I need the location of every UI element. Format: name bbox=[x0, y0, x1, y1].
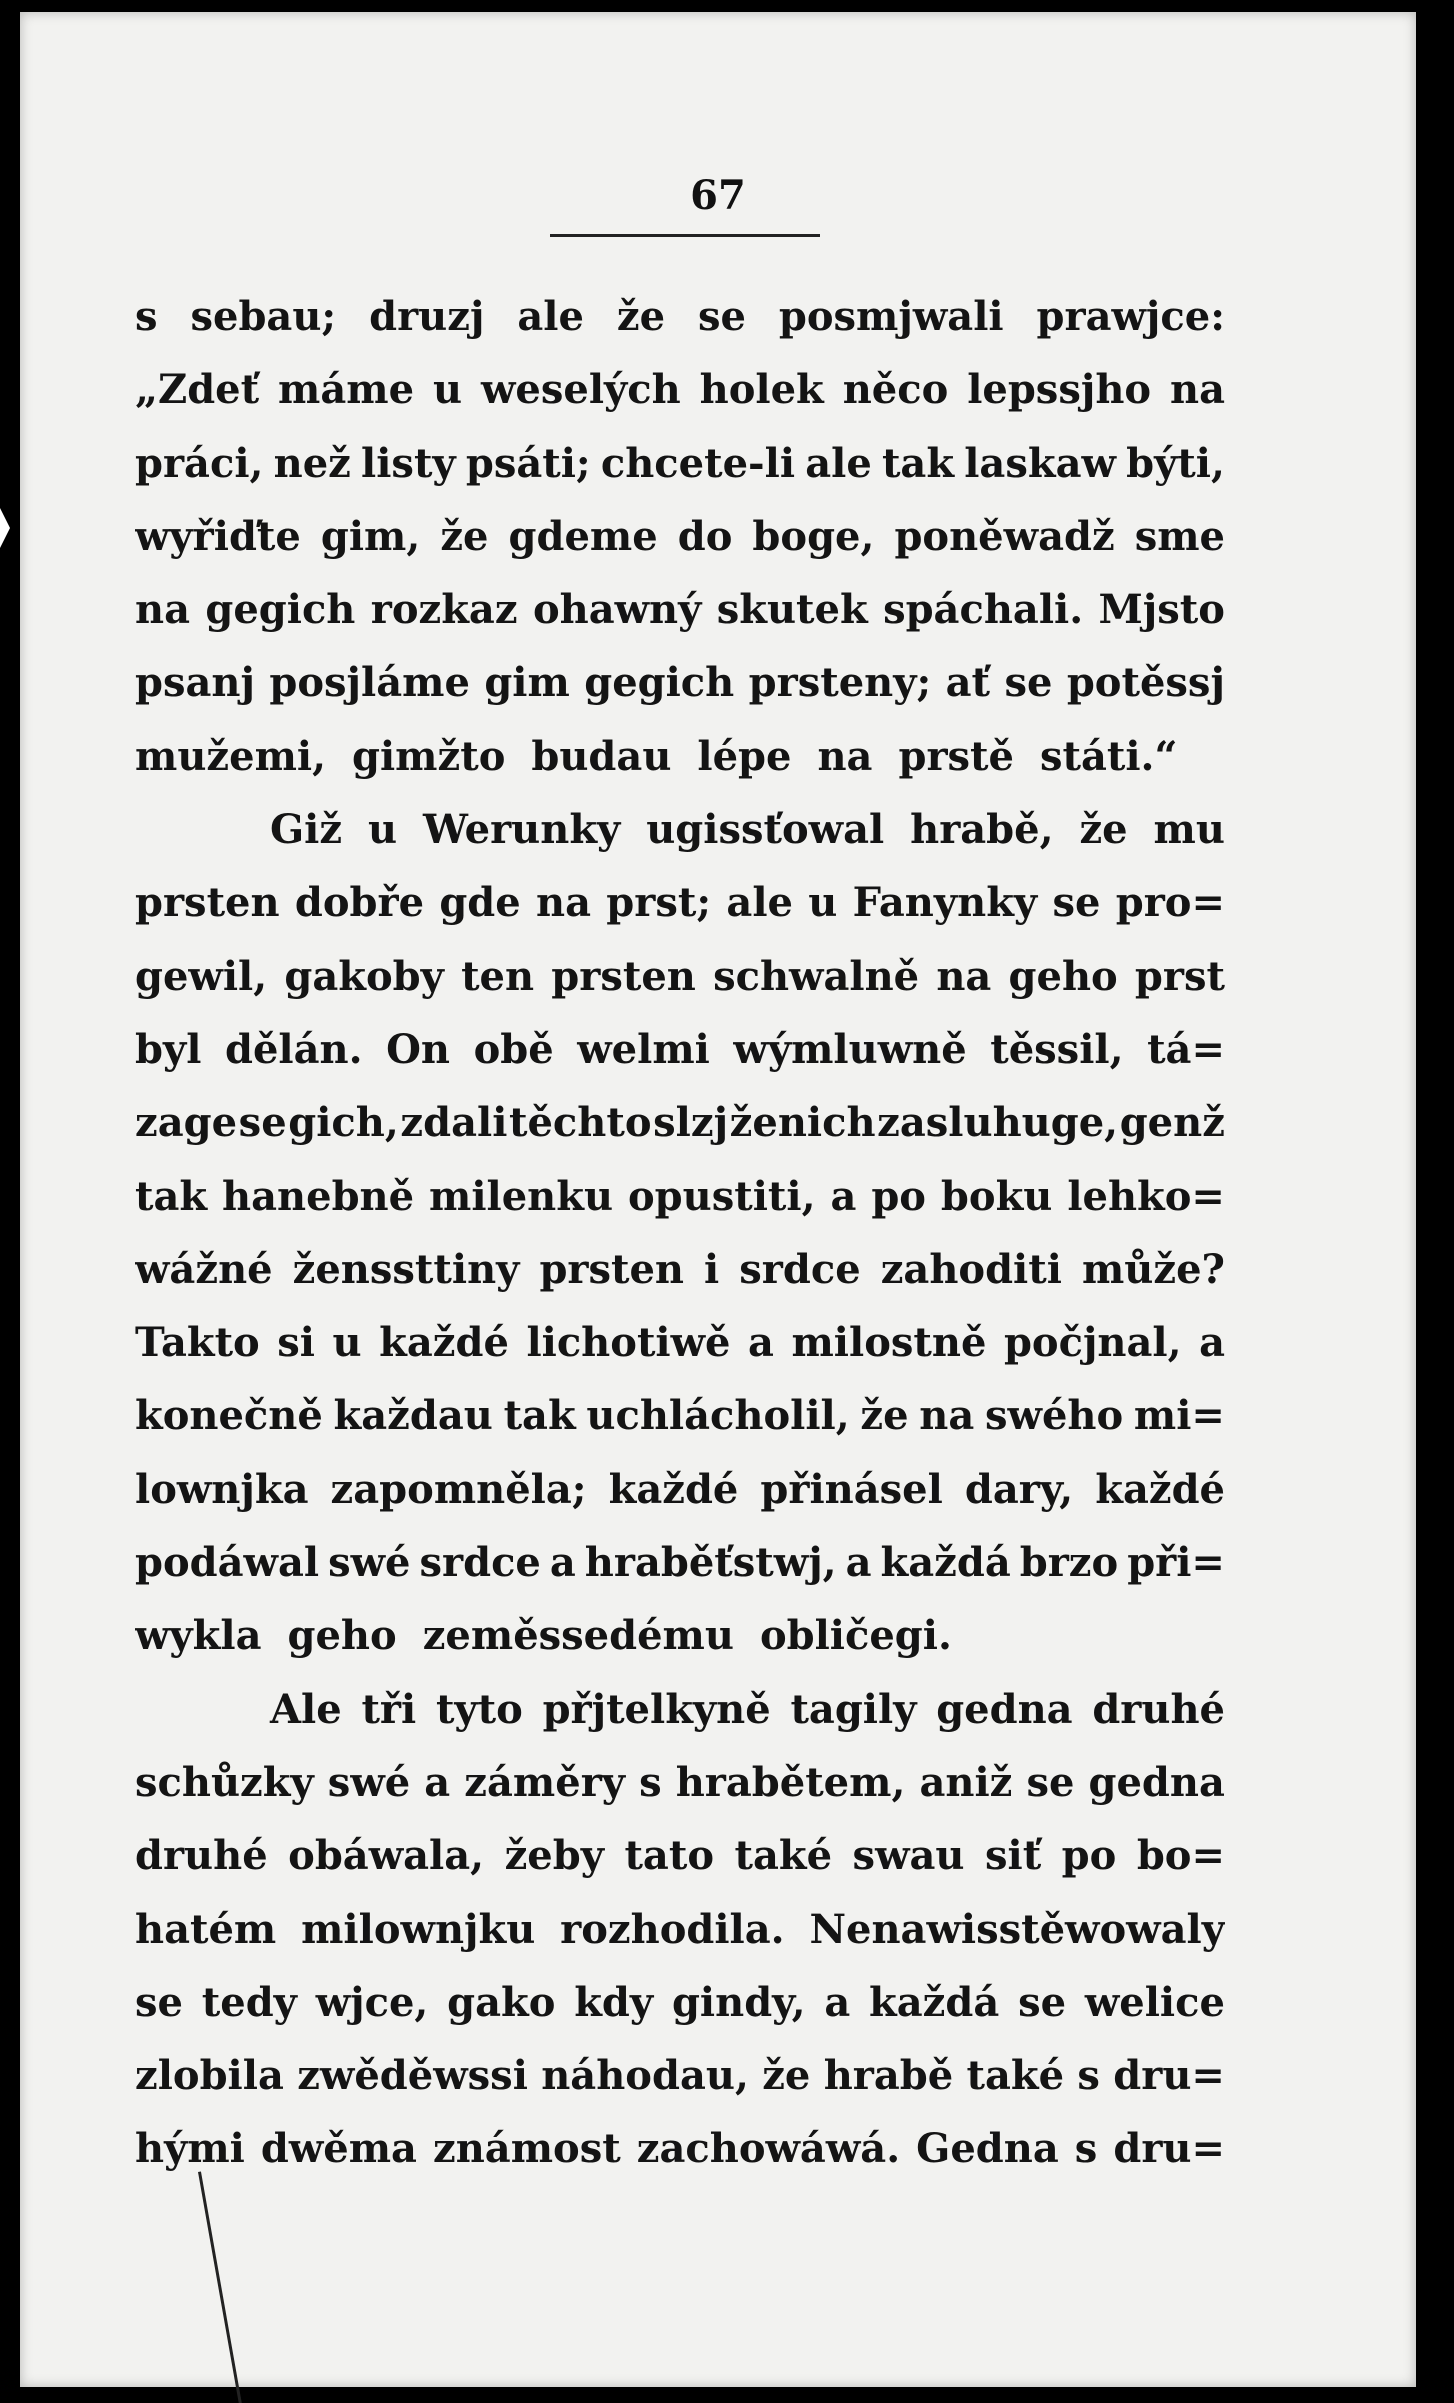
word: na bbox=[817, 732, 873, 780]
word: „Zdeť bbox=[135, 366, 260, 414]
word: opustiti, bbox=[628, 1172, 816, 1220]
word: bo= bbox=[1136, 1832, 1225, 1880]
word: skutek bbox=[716, 586, 868, 634]
word: chcete-li bbox=[600, 439, 796, 487]
word: s bbox=[135, 293, 158, 340]
word: a bbox=[748, 1319, 774, 1367]
word: ať bbox=[945, 659, 991, 707]
word: po bbox=[871, 1172, 926, 1220]
word: listy bbox=[361, 439, 456, 487]
text-line bbox=[135, 866, 1225, 939]
word: že bbox=[616, 293, 666, 340]
word: welmi bbox=[577, 1025, 710, 1073]
word: gdeme bbox=[508, 512, 658, 560]
word: žeby bbox=[504, 1832, 604, 1880]
header-rule bbox=[550, 234, 820, 237]
word: přinásel bbox=[760, 1465, 943, 1513]
word: zachowáwá. bbox=[636, 2125, 901, 2173]
text-line bbox=[135, 427, 1225, 500]
word: druzj bbox=[369, 293, 485, 340]
word: těssil, bbox=[990, 1025, 1124, 1073]
word: srdce bbox=[419, 1539, 541, 1587]
word: lichotiwě bbox=[526, 1319, 731, 1367]
word: prst; bbox=[606, 879, 712, 927]
margin-mark bbox=[0, 508, 10, 548]
text-line bbox=[135, 1893, 1225, 1966]
text-line bbox=[135, 1966, 1225, 2039]
word: tagily bbox=[790, 1685, 917, 1733]
word: u bbox=[432, 366, 463, 414]
word: se bbox=[1026, 1758, 1075, 1806]
word: Gedna bbox=[916, 2125, 1059, 2173]
text-line bbox=[135, 1306, 1225, 1379]
word: každé bbox=[379, 1319, 509, 1367]
word: hatém bbox=[135, 1905, 277, 1953]
word: Nenawisstěwowaly bbox=[809, 1905, 1225, 1953]
word: se bbox=[135, 1978, 183, 2026]
word: swau bbox=[852, 1832, 965, 1880]
word: lépe bbox=[697, 732, 792, 780]
word: wykla bbox=[135, 1612, 262, 1660]
word: hraběťstwj, bbox=[584, 1539, 837, 1587]
word: tři bbox=[361, 1685, 417, 1733]
text-line bbox=[135, 1673, 1225, 1746]
word: zage bbox=[135, 1099, 238, 1147]
word: wýmluwně bbox=[733, 1025, 967, 1073]
word: a bbox=[1199, 1319, 1225, 1367]
book-page bbox=[20, 12, 1416, 2387]
word: mužemi, bbox=[135, 732, 327, 780]
word: genž bbox=[1119, 1099, 1225, 1147]
word: každá bbox=[880, 1539, 1011, 1587]
word: a bbox=[824, 1978, 851, 2026]
word: po bbox=[1061, 1832, 1117, 1880]
word: dary, bbox=[964, 1465, 1074, 1513]
word: wjce, bbox=[315, 1978, 429, 2026]
word: tá= bbox=[1147, 1025, 1225, 1073]
word: milostně bbox=[791, 1319, 987, 1367]
word: zwěděwssi bbox=[297, 2052, 528, 2100]
word: ženssttiny bbox=[292, 1245, 520, 1293]
text-line bbox=[135, 1086, 1225, 1159]
word: zasluhuge, bbox=[877, 1099, 1119, 1147]
word: gegich bbox=[205, 586, 356, 634]
word: zlobila bbox=[135, 2052, 284, 2100]
word: ugissťowal bbox=[646, 806, 885, 854]
word: na bbox=[919, 1392, 975, 1440]
word: že bbox=[762, 2052, 811, 2100]
word: mi= bbox=[1133, 1392, 1225, 1440]
word: boku bbox=[940, 1172, 1053, 1220]
word: gim bbox=[484, 659, 570, 707]
word: že bbox=[1079, 806, 1128, 854]
word: dru= bbox=[1113, 2052, 1225, 2100]
word: gako bbox=[447, 1978, 556, 2026]
word: milownjku bbox=[301, 1905, 536, 1953]
word: milenku bbox=[429, 1172, 614, 1220]
word: dwěma bbox=[260, 2125, 417, 2173]
word: On bbox=[386, 1025, 451, 1073]
word: srdce bbox=[739, 1245, 861, 1293]
word: dru= bbox=[1113, 2125, 1225, 2173]
word: psáti; bbox=[465, 439, 591, 487]
word: hrabě, bbox=[910, 806, 1054, 854]
word: gich, bbox=[288, 1099, 399, 1147]
word: prst bbox=[1134, 952, 1225, 1000]
text-line bbox=[135, 353, 1225, 426]
word: Werunky bbox=[422, 806, 621, 854]
word: gindy, bbox=[671, 1978, 806, 2026]
word: byl bbox=[135, 1025, 202, 1073]
word: slzj bbox=[653, 1099, 729, 1147]
word: gim, bbox=[320, 512, 421, 560]
stray-ink-stroke bbox=[198, 2171, 242, 2403]
word: lownjka bbox=[135, 1465, 309, 1513]
word: se bbox=[238, 1099, 287, 1147]
word: obě bbox=[473, 1025, 554, 1073]
word: přjtelkyně bbox=[542, 1685, 771, 1733]
text-line bbox=[135, 1013, 1225, 1086]
word: může? bbox=[1081, 1245, 1225, 1293]
word: Takto bbox=[135, 1319, 260, 1367]
word: swé bbox=[327, 1758, 411, 1806]
word: každau bbox=[333, 1392, 493, 1440]
word: na bbox=[135, 586, 190, 634]
word: zdali bbox=[400, 1099, 508, 1147]
word: s bbox=[1074, 2125, 1098, 2173]
word: sme bbox=[1134, 512, 1225, 560]
word: ženich bbox=[729, 1099, 876, 1147]
word: náhodau, bbox=[541, 2052, 749, 2100]
word: ten bbox=[461, 952, 535, 1000]
word: obličegi. bbox=[759, 1612, 952, 1660]
word: každé bbox=[1095, 1465, 1225, 1513]
word: na bbox=[536, 879, 591, 927]
word: prsteny; bbox=[748, 659, 932, 707]
word: swého bbox=[985, 1392, 1124, 1440]
word: rozhodila. bbox=[560, 1905, 785, 1953]
word: se bbox=[1018, 1978, 1067, 2026]
word: posmjwali bbox=[778, 293, 1004, 340]
word: pro= bbox=[1115, 879, 1225, 927]
word: psanj bbox=[135, 659, 255, 707]
word: rozkaz bbox=[370, 586, 518, 634]
text-line bbox=[135, 1453, 1225, 1526]
word: lepssjho bbox=[967, 366, 1152, 414]
text-line bbox=[135, 1233, 1225, 1306]
word: tedy bbox=[201, 1978, 297, 2026]
word: hanebně bbox=[222, 1172, 415, 1220]
word: státi.“ bbox=[1039, 732, 1178, 780]
body-text bbox=[135, 280, 1225, 2186]
word: zahoditi bbox=[880, 1245, 1062, 1293]
word: wážné bbox=[135, 1245, 273, 1293]
word: tyto bbox=[435, 1685, 523, 1733]
word: práci, bbox=[135, 439, 264, 487]
word: býti, bbox=[1126, 439, 1225, 487]
text-line bbox=[135, 793, 1225, 866]
word: prsten bbox=[551, 952, 696, 1000]
word: tak bbox=[881, 439, 955, 487]
word: tak bbox=[135, 1172, 208, 1220]
word: wyřiďte bbox=[135, 512, 301, 560]
word: ale bbox=[517, 293, 584, 340]
word: gewil, bbox=[135, 952, 268, 1000]
word: weselých bbox=[480, 366, 681, 414]
word: dobře bbox=[294, 879, 425, 927]
word: také bbox=[966, 2052, 1065, 2100]
text-line bbox=[135, 2112, 1225, 2185]
word: těchto bbox=[509, 1099, 652, 1147]
word: že bbox=[860, 1392, 909, 1440]
word: gde bbox=[439, 879, 521, 927]
word: než bbox=[273, 439, 351, 487]
word: zeměssedému bbox=[422, 1612, 734, 1660]
text-line bbox=[135, 1746, 1225, 1819]
word: prsten bbox=[539, 1245, 685, 1293]
word: ale bbox=[805, 439, 872, 487]
word: něco bbox=[842, 366, 949, 414]
word: ohawný bbox=[532, 586, 702, 634]
word: swé bbox=[328, 1539, 411, 1587]
word: hrabě bbox=[823, 2052, 954, 2100]
text-line bbox=[135, 646, 1225, 719]
word: dělán. bbox=[224, 1025, 363, 1073]
word: a bbox=[845, 1539, 872, 1587]
word: aniž bbox=[919, 1758, 1013, 1806]
word: Giž bbox=[270, 806, 343, 854]
word: budau bbox=[531, 732, 672, 780]
word: druhé bbox=[1092, 1685, 1225, 1733]
text-line bbox=[135, 2039, 1225, 2112]
word: geho bbox=[287, 1612, 397, 1660]
word: sebau; bbox=[190, 293, 337, 340]
word: na bbox=[936, 952, 992, 1000]
word: počjnal, bbox=[1003, 1319, 1182, 1367]
word: se bbox=[1004, 659, 1053, 707]
word: a bbox=[830, 1172, 857, 1220]
word: také bbox=[734, 1832, 833, 1880]
text-line bbox=[135, 940, 1225, 1013]
word: gegich bbox=[584, 659, 735, 707]
word: gimžto bbox=[352, 732, 506, 780]
word: prstě bbox=[898, 732, 1014, 780]
word: s bbox=[1077, 2052, 1100, 2100]
word: u bbox=[808, 879, 838, 927]
word: záměry bbox=[464, 1758, 626, 1806]
text-line bbox=[135, 1160, 1225, 1233]
word: Ale bbox=[270, 1685, 342, 1733]
text-line bbox=[135, 1526, 1225, 1599]
word: i bbox=[704, 1245, 720, 1293]
word: Mjsto bbox=[1098, 586, 1225, 634]
word: holek bbox=[699, 366, 824, 414]
word: známost bbox=[433, 2125, 621, 2173]
word: že bbox=[440, 512, 489, 560]
text-line bbox=[135, 720, 1225, 793]
word: při= bbox=[1127, 1539, 1225, 1587]
word: s bbox=[639, 1758, 662, 1806]
word: prsten bbox=[135, 879, 280, 927]
text-line bbox=[135, 1599, 1225, 1672]
word: máme bbox=[278, 366, 415, 414]
word: schůzky bbox=[135, 1758, 314, 1806]
word: potěssj bbox=[1066, 659, 1225, 707]
word: druhé bbox=[135, 1832, 268, 1880]
word: u bbox=[332, 1319, 362, 1367]
word: se bbox=[1052, 879, 1101, 927]
word: tak bbox=[503, 1392, 576, 1440]
word: zapomněla; bbox=[330, 1465, 587, 1513]
word: každá bbox=[869, 1978, 1000, 2026]
word: schwalně bbox=[713, 952, 920, 1000]
word: Fanynky bbox=[852, 879, 1038, 927]
word: gedna bbox=[936, 1685, 1073, 1733]
word: poněwadž bbox=[894, 512, 1115, 560]
word: posjláme bbox=[269, 659, 470, 707]
word: do bbox=[677, 512, 733, 560]
text-line bbox=[135, 1819, 1225, 1892]
word: kdy bbox=[574, 1978, 654, 2026]
word: welice bbox=[1084, 1978, 1225, 2026]
word: u bbox=[367, 806, 398, 854]
word: boge, bbox=[752, 512, 875, 560]
word: tato bbox=[624, 1832, 715, 1880]
text-line bbox=[135, 1379, 1225, 1452]
word: spáchali. bbox=[883, 586, 1084, 634]
text-line bbox=[135, 573, 1225, 646]
word: hými bbox=[135, 2125, 245, 2173]
word: prawjce: bbox=[1036, 293, 1225, 340]
word: obáwala, bbox=[288, 1832, 485, 1880]
word: na bbox=[1170, 366, 1225, 414]
word: podáwal bbox=[135, 1539, 320, 1587]
word: gakoby bbox=[284, 952, 444, 1000]
word: ale bbox=[726, 879, 793, 927]
word: každé bbox=[608, 1465, 739, 1513]
word: a bbox=[549, 1539, 576, 1587]
word: a bbox=[424, 1758, 451, 1806]
word: laskaw bbox=[964, 439, 1116, 487]
word: uchlácholil, bbox=[586, 1392, 850, 1440]
word: geho bbox=[1008, 952, 1118, 1000]
page-number: 67 bbox=[690, 172, 746, 219]
word: si bbox=[277, 1319, 315, 1367]
word: lehko= bbox=[1067, 1172, 1225, 1220]
word: gedna bbox=[1088, 1758, 1225, 1806]
word: hrabětem, bbox=[675, 1758, 906, 1806]
text-line bbox=[135, 280, 1225, 353]
word: brzo bbox=[1019, 1539, 1119, 1587]
text-line bbox=[135, 500, 1225, 573]
word: konečně bbox=[135, 1392, 323, 1440]
word: siť bbox=[984, 1832, 1042, 1880]
word: se bbox=[697, 293, 746, 340]
word: mu bbox=[1153, 806, 1225, 854]
